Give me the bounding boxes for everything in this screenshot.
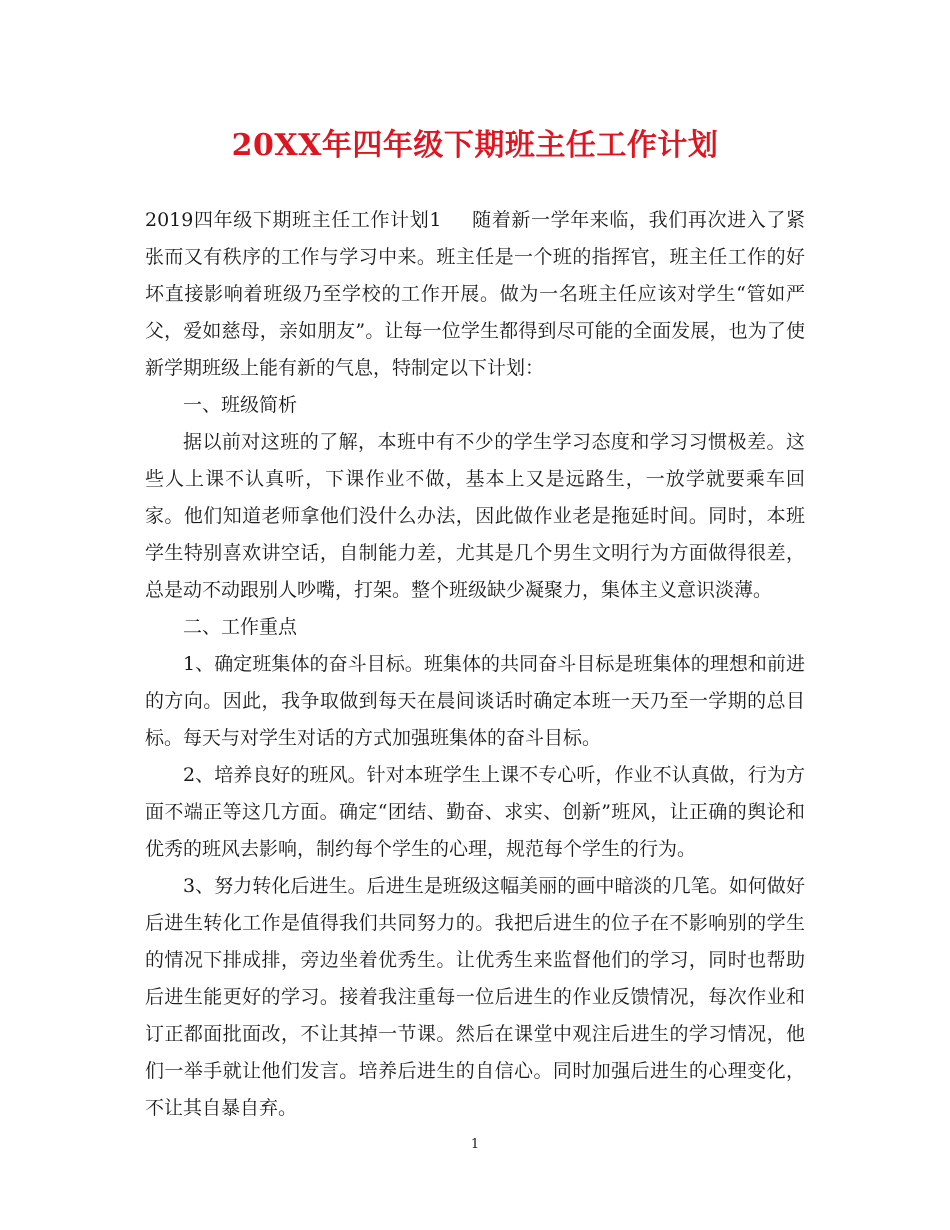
section-heading-class-analysis: 一、班级简析 — [183, 394, 298, 416]
work-focus-item-2: 2、培养良好的班风。针对本班学生上课不专心听，作业不认真做，行为方面不端正等这几方面。确定“团结、勤奋、求实、创新”班风，让正确的舆论和优秀的班风去影响，制约每个学生的心理，规范每个学生的行为。 — [145, 764, 805, 860]
intro-lead: 2019四年级下期班主任工作计划1 — [145, 209, 442, 231]
page-number: 1 — [470, 1137, 480, 1152]
section-heading-work-focus: 二、工作重点 — [183, 616, 298, 638]
class-analysis-paragraph: 据以前对这班的了解，本班中有不少的学生学习态度和学习习惯极差。这些人上课不认真听，下课作业不做，基本上又是远路生，一放学就要乘车回家。他们知道老师拿他们没什么办法，因此做作业老是拖延时间。同时，本班学生特别喜欢讲空话，自制能力差，尤其是几个男生文明行为方面做得很差，总是动不动跟别人吵嘴，打架。整个班级缺少凝聚力，集体主义意识淡薄。 — [145, 431, 805, 601]
document-title: 20XX年四年级下期班主任工作计划 — [231, 128, 719, 163]
work-focus-item-1: 1、确定班集体的奋斗目标。班集体的共同奋斗目标是班集体的理想和前进的方向。因此，我争取做到每天在晨间谈话时确定本班一天乃至一学期的总目标。每天与对学生对话的方式加强班集体的奋斗目标。 — [145, 653, 805, 749]
intro-text: 随着新一学年来临，我们再次进入了紧张而又有秩序的工作与学习中来。班主任是一个班的指挥官，班主任工作的好坏直接影响着班级乃至学校的工作开展。做为一名班主任应该对学生“管如严父，爱如慈母，亲如朋友”。让每一位学生都得到尽可能的全面发展，也为了使新学期班级上能有新的气息，特制定以下计划： — [145, 209, 805, 379]
document-body — [145, 202, 805, 1127]
work-focus-item-3: 3、努力转化后进生。后进生是班级这幅美丽的画中暗淡的几笔。如何做好后进生转化工作是值得我们共同努力的。我把后进生的位子在不影响别的学生的情况下排成排，旁边坐着优秀生。让优秀生来监督他们的学习，同时也帮助后进生能更好的学习。接着我注重每一位后进生的作业反馈情况，每次作业和订正都面批面改，不让其掉一节课。然后在课堂中观注后进生的学习情况，他们一举手就让他们发言。培养后进生的自信心。同时加强后进生的心理变化，不让其自暴自弃。 — [145, 875, 805, 1119]
intro-paragraph — [145, 202, 805, 387]
